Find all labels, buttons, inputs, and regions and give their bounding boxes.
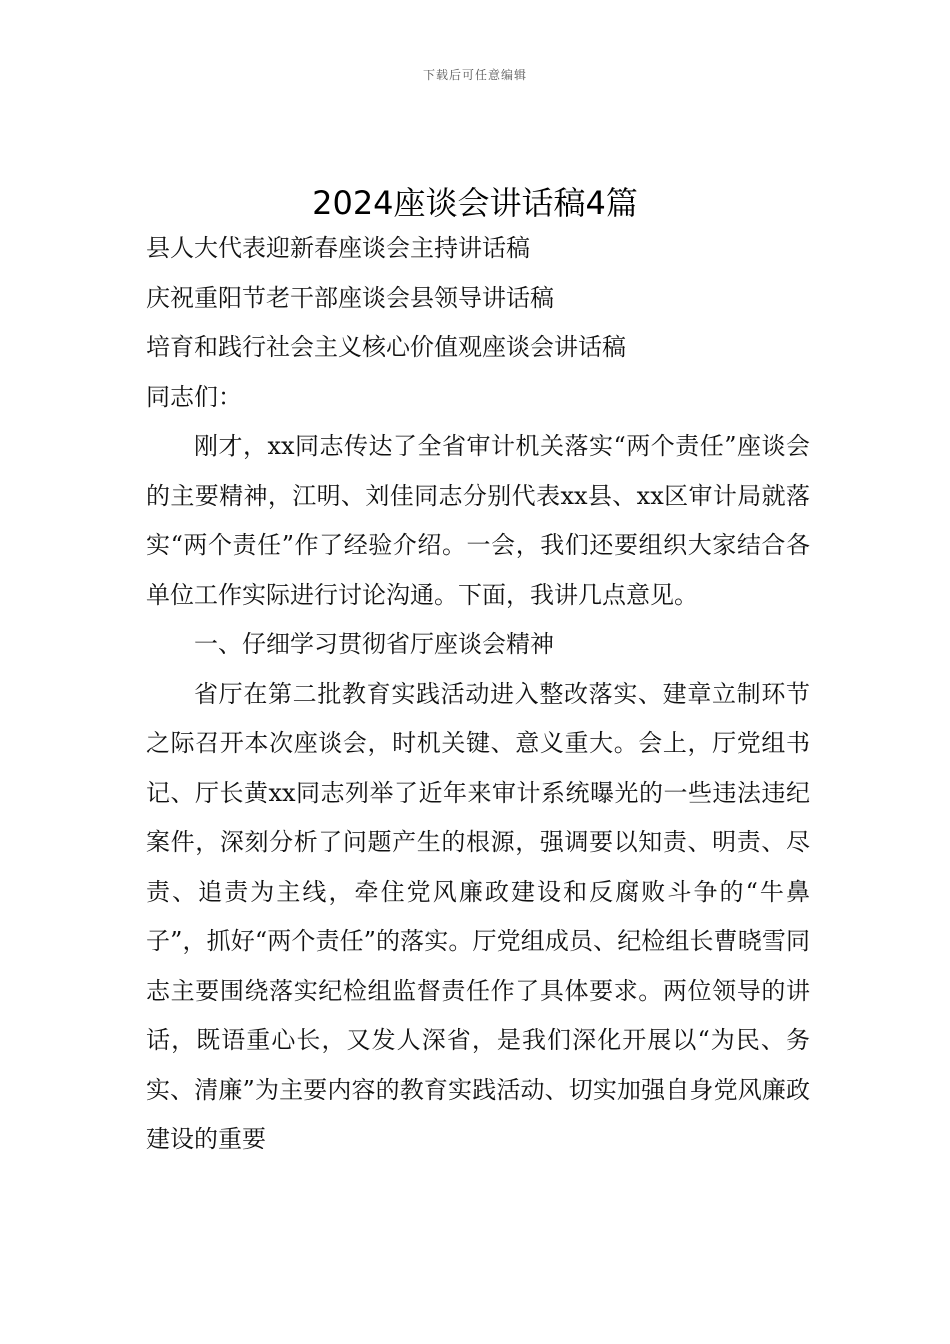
toc-item-3: 培育和践行社会主义核心价值观座谈会讲话稿 <box>146 333 626 361</box>
page-title: 2024座谈会讲话稿4篇 <box>312 184 638 222</box>
header-note: 下载后可任意编辑 <box>422 68 527 82</box>
toc-item-1: 县人大代表迎新春座谈会主持讲话稿 <box>146 234 530 262</box>
document-body <box>146 224 810 1165</box>
toc-item-2: 庆祝重阳节老干部座谈会县领导讲话稿 <box>146 283 554 312</box>
salutation: 同志们： <box>146 382 242 411</box>
paragraph-section-1: 省厅在第二批教育实践活动进入整改落实、建章立制环节之际召开本次座谈会，时机关键、意义重大。会上，厅党组书记、厅长黄xx同志列举了近年来审计系统曝光的一些违法违纪案件，深刻分析了问题产生的根源，强调要以知责、明责、尽责、追责为主线，牵住党风廉政建设和反腐败斗争的“牛鼻子”，抓好“两个责任”的落实。厅党组成员、纪检组长曹晓雪同志主要围绕落实纪检组监督责任作了具体要求。两位领导的讲话，既语重心长，又发人深省，是我们深化开展以“为民、务实、清廉”为主要内容的教育实践活动、切实加强自身党风廉政建设的重要 <box>146 679 810 1153</box>
section-heading-1: 一、仔细学习贯彻省厅座谈会精神 <box>194 630 554 658</box>
paragraph-intro: 刚才，xx同志传达了全省审计机关落实“两个责任”座谈会的主要精神，江明、刘佳同志分别代表xx县、xx区审计局就落实“两个责任”作了经验介绍。一会，我们还要组织大家结合各单位工作实际进行讨论沟通。下面，我讲几点意见。 <box>146 432 810 609</box>
